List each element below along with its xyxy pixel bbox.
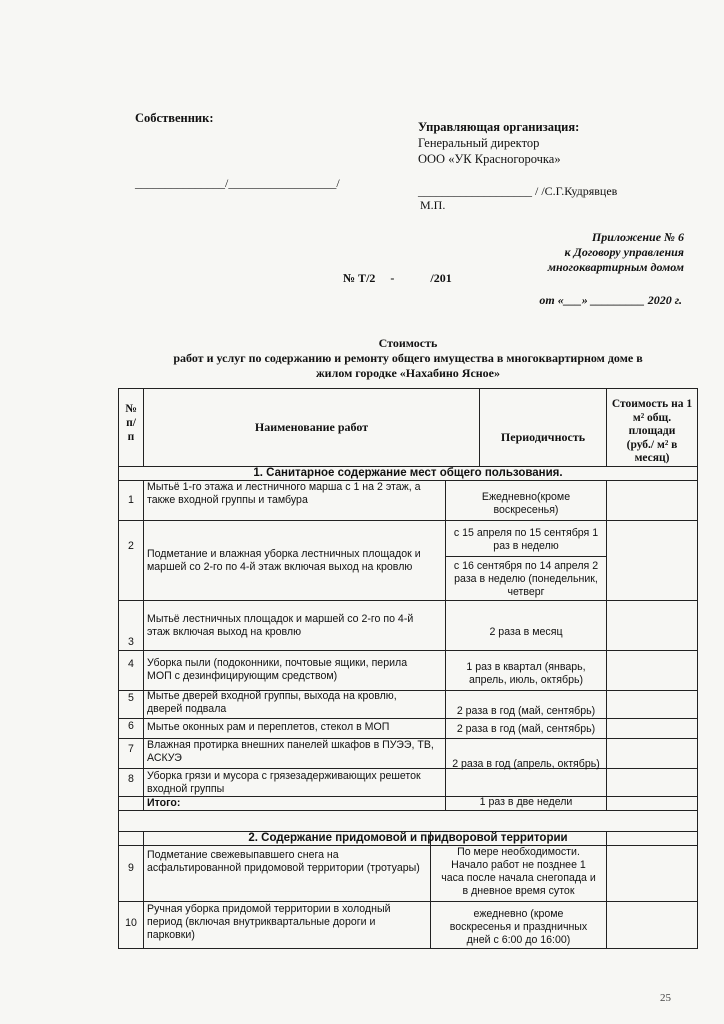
row-period: 2 раза в год (май, сентябрь) bbox=[456, 723, 596, 735]
doc-title-line2: работ и услуг по содержанию и ремонту общего имущества в многоквартирном доме в bbox=[173, 351, 643, 365]
row-period: с 15 апреля по 15 сентября 1 раз в неделю bbox=[453, 527, 599, 552]
section-title: 1. Санитарное содержание мест общего пользования. bbox=[253, 467, 563, 479]
row-period: 1 раз в две недели bbox=[479, 796, 573, 808]
contract-number: № Т/2 - /201 bbox=[343, 271, 452, 285]
row-name: Мытье оконных рам и переплетов, стекол в МОП bbox=[147, 721, 390, 733]
row-period: ежедневно (кроме воскресенья и праздничных дней с 6:00 до 16:00) bbox=[449, 908, 588, 946]
row-number: 8 bbox=[128, 773, 134, 785]
row-name: Мытьё 1-го этажа и лестничного марша с 1 на 2 этаж, а также входной группы и тамбура bbox=[147, 481, 421, 506]
row-number: 7 bbox=[128, 743, 134, 755]
section-title: 2. Содержание придомовой и придворовой территории bbox=[248, 832, 568, 844]
appendix-line2: к Договору управления bbox=[564, 245, 684, 259]
org-name: ООО «УК Красногорочка» bbox=[418, 152, 561, 166]
row-number: 3 bbox=[128, 636, 134, 648]
row-number: 1 bbox=[128, 494, 134, 506]
owner-label: Собственник: bbox=[135, 111, 214, 125]
row-number: 10 bbox=[125, 917, 137, 929]
doc-title-line3: жилом городке «Нахабино Ясное» bbox=[315, 366, 501, 380]
row-name: Подметание и влажная уборка лестничных площадок и маршей со 2-го по 4-й этаж включая выход на кровлю bbox=[147, 548, 421, 573]
row-name: Ручная уборка придомой территории в холодный период (включая внутриквартальные дороги и парковки) bbox=[147, 903, 391, 941]
header-period: Периодичность bbox=[500, 430, 586, 444]
row-period: Ежедневно(кроме воскресенья) bbox=[481, 491, 571, 516]
header-num: № п/ п bbox=[125, 403, 137, 443]
row-name: Подметание свежевыпавшего снега на асфальтированной придомовой территории (тротуары) bbox=[147, 849, 420, 874]
row-period: 2 раза в год (май, сентябрь) bbox=[456, 705, 596, 717]
row-number: 2 bbox=[128, 540, 134, 552]
total-label: Итого: bbox=[147, 797, 181, 809]
row-name: Влажная протирка внешних панелей шкафов в ПУЭЭ, ТВ, АСКУЭ bbox=[147, 739, 434, 764]
row-number: 4 bbox=[128, 658, 134, 670]
row-period: с 16 сентября по 14 апреля 2 раза в неделю (понедельник, четверг bbox=[453, 560, 599, 598]
row-number: 5 bbox=[128, 692, 134, 704]
doc-title: Стоимость bbox=[378, 336, 438, 350]
org-signature-line: ___________________ / /С.Г.Кудрявцев bbox=[418, 184, 618, 198]
row-number: 9 bbox=[128, 862, 134, 874]
row-name: Мытье дверей входной группы, выхода на кровлю, дверей подвала bbox=[147, 690, 397, 715]
row-period: 2 раза в год (апрель, октябрь) bbox=[452, 758, 600, 770]
seal-label: М.П. bbox=[420, 198, 446, 212]
row-name: Уборка грязи и мусора с грязезадерживающих решеток входной группы bbox=[147, 770, 421, 795]
row-name: Уборка пыли (подоконники, почтовые ящики, перила МОП с дезинфицирующим средством) bbox=[147, 657, 408, 682]
row-period: 2 раза в месяц bbox=[489, 626, 563, 638]
appendix-line1: Приложение № 6 bbox=[591, 230, 684, 244]
header-name: Наименование работ bbox=[254, 420, 369, 434]
org-position: Генеральный директор bbox=[418, 136, 540, 150]
row-period: 1 раз в квартал (январь, апрель, июль, октябрь) bbox=[466, 661, 586, 686]
row-name: Мытьё лестничных площадок и маршей со 2-го по 4-й этаж включая выход на кровлю bbox=[147, 613, 414, 638]
appendix-line3: многоквартирным домом bbox=[547, 260, 684, 274]
header-cost: Стоимость на 1 м² общ. площади (руб./ м² в месяц) bbox=[611, 398, 693, 464]
contract-date: от «___» _________ 2020 г. bbox=[539, 293, 682, 307]
page-number: 25 bbox=[660, 992, 671, 1004]
row-period: По мере необходимости. Начало работ не позднее 1 часа после начала снегопада и в дневное время суток bbox=[441, 846, 596, 897]
owner-signature-line: _______________/__________________/ bbox=[135, 176, 340, 190]
row-number: 6 bbox=[128, 720, 134, 732]
org-label: Управляющая организация: bbox=[418, 120, 580, 134]
